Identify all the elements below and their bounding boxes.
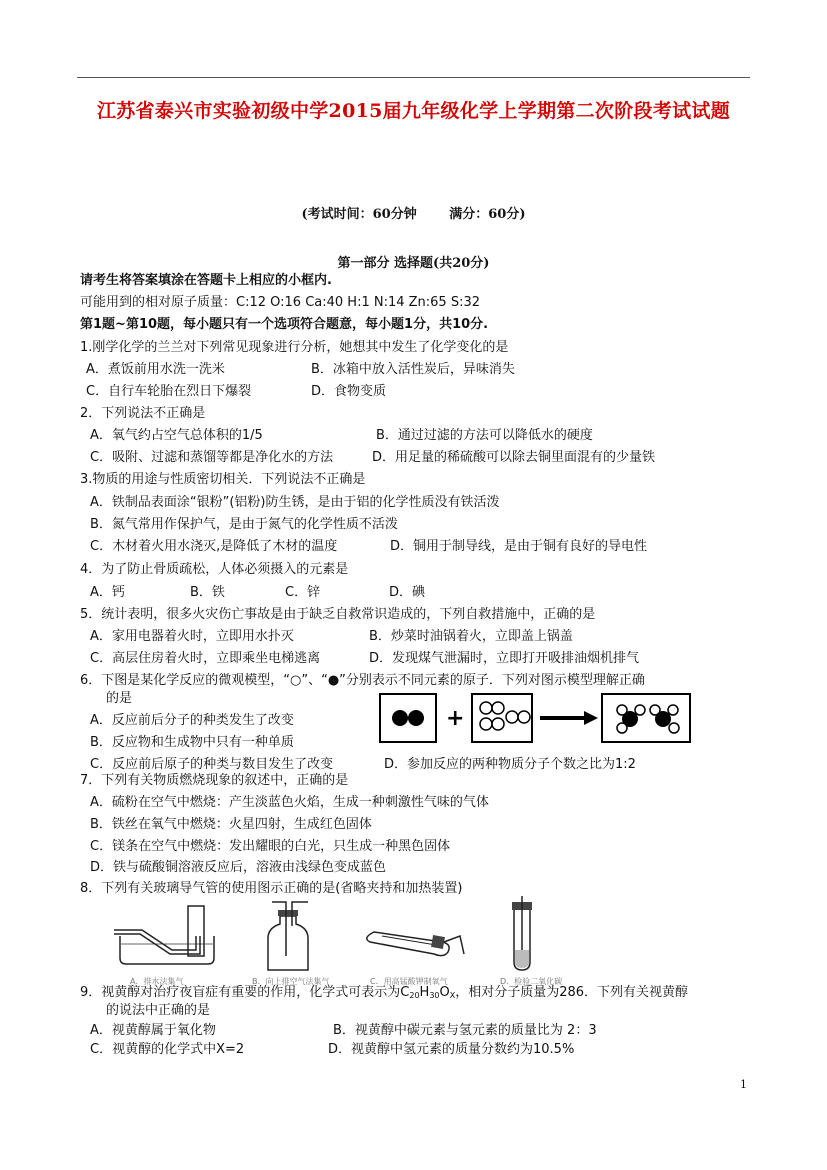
question-5-option-a: A．家用电器着火时，立即用水扑灭 bbox=[90, 629, 294, 644]
question-6-option-c: C．反应前后原子的种类与数目发生了改变 bbox=[90, 757, 334, 772]
white-atom bbox=[492, 702, 504, 714]
white-atom bbox=[480, 702, 492, 714]
question-4-stem: 4．为了防止骨质疏松，人体必须摄入的元素是 bbox=[80, 562, 349, 577]
question-3-option-a: A．铁制品表面涂“银粉”(铝粉)防生锈，是由于铝的化学性质没有铁活泼 bbox=[90, 495, 500, 510]
question-2-option-c: C．吸附、过滤和蒸馏等都是净化水的方法 bbox=[90, 450, 334, 465]
product-box bbox=[602, 694, 690, 742]
black-atom bbox=[392, 710, 408, 726]
figure-b-label: B．向上排空气法集气 bbox=[252, 977, 330, 986]
atomic-masses: 可能用到的相对原子质量：C:12 O:16 Ca:40 H:1 N:14 Zn:65 S:32 bbox=[80, 295, 480, 310]
question-9-stem-continued: 的说法中正确的是 bbox=[106, 1003, 211, 1018]
question-3-option-d: D．铜用于制导线，是由于铜有良好的导电性 bbox=[390, 539, 648, 554]
white-atom bbox=[635, 705, 645, 715]
figure-d-label: D．检验二氧化碳 bbox=[500, 977, 563, 986]
question-2-option-b: B．通过过滤的方法可以降低水的硬度 bbox=[376, 428, 593, 443]
question-6-option-a: A．反应前后分子的种类发生了改变 bbox=[90, 713, 294, 728]
exam-info bbox=[0, 203, 827, 222]
question-9-option-a: A．视黄醇属于氧化物 bbox=[90, 1023, 216, 1038]
question-1-option-b: B．冰箱中放入活性炭后，异味消失 bbox=[311, 362, 515, 377]
white-atom bbox=[492, 718, 504, 730]
question-1-option-c: C．自行车轮胎在烈日下爆裂 bbox=[86, 384, 252, 399]
question-7-option-d: D．铁与硫酸铜溶液反应后，溶液由浅绿色变成蓝色 bbox=[90, 860, 387, 875]
white-atom bbox=[669, 723, 679, 733]
question-4-option-b: B．铁 bbox=[190, 585, 225, 600]
question-4-option-a: A．钙 bbox=[90, 585, 125, 600]
figure-c-label: C．用高锰酸钾制氧气 bbox=[370, 977, 448, 986]
instruction: 请考生将答案填涂在答题卡上相应的小框内. bbox=[80, 273, 332, 288]
question-6-stem-continued: 的是 bbox=[106, 691, 133, 706]
question-9-option-d: D．视黄醇中氢元素的质量分数约为10.5% bbox=[328, 1042, 575, 1057]
question-1-option-d: D．食物变质 bbox=[311, 384, 387, 399]
question-9-stem: 9．视黄醇对治疗夜盲症有重要的作用，化学式可表示为$C_{20}H_{30}O_X$，相对分子质量为286．下列有关视黄醇 bbox=[80, 985, 689, 1000]
question-1-stem: 1.刚学化学的兰兰对下列常见现象进行分析，她想其中发生了化学变化的是 bbox=[80, 340, 509, 355]
part1-title: 第一部分 选择题(共20分) bbox=[337, 256, 490, 271]
figure-d-co2-test bbox=[500, 896, 562, 986]
question-7-option-b: B．铁丝在氧气中燃烧：火星四射，生成红色固体 bbox=[90, 817, 372, 832]
question-3-option-b: B．氮气常用作保护气，是由于氮气的化学性质不活泼 bbox=[90, 517, 398, 532]
question-2-option-d: D．用足量的稀硫酸可以除去铜里面混有的少量铁 bbox=[372, 450, 656, 465]
exam-time: (考试时间：60分钟 bbox=[301, 207, 417, 222]
question-4-option-d: D．碘 bbox=[389, 585, 426, 600]
reaction-arrow-head bbox=[584, 711, 598, 725]
black-atom bbox=[408, 710, 424, 726]
question-9-option-c: C．视黄醇的化学式中X=2 bbox=[90, 1042, 245, 1057]
question-2-option-a: A．氧气约占空气总体积的1/5 bbox=[90, 428, 263, 443]
exam-score: 满分：60分) bbox=[449, 207, 526, 222]
question-2-stem: 2．下列说法不正确是 bbox=[80, 406, 206, 421]
white-atom bbox=[617, 723, 627, 733]
exam-title: 江苏省泰兴市实验初级中学2015届九年级化学上学期第二次阶段考试试题 bbox=[96, 100, 731, 122]
white-atom bbox=[650, 705, 660, 715]
reaction-model-figure bbox=[378, 690, 694, 750]
white-atom bbox=[668, 705, 678, 715]
question-7-option-c: C．镁条在空气中燃烧：发出耀眼的白光，只生成一种黑色固体 bbox=[90, 839, 451, 854]
question-7-stem: 7．下列有关物质燃烧现象的叙述中，正确的是 bbox=[80, 773, 349, 788]
figure-c-oxygen-preparation bbox=[367, 932, 464, 986]
question-5-option-d: D．发现煤气泄漏时，立即打开吸排油烟机排气 bbox=[369, 651, 640, 666]
question-1-option-a: A．煮饭前用水洗一洗米 bbox=[86, 362, 225, 377]
question-5-stem: 5．统计表明，很多火灾伤亡事故是由于缺乏自救常识造成的，下列自救措施中，正确的是 bbox=[80, 607, 596, 622]
white-atom bbox=[518, 711, 530, 723]
white-atom bbox=[480, 718, 492, 730]
question-6-option-d: D．参加反应的两种物质分子个数之比为1:2 bbox=[384, 757, 636, 772]
question-3-option-c: C．木材着火用水浇灭,是降低了木材的温度 bbox=[90, 539, 338, 554]
figure-a-water-collection bbox=[114, 906, 214, 986]
question-5-option-c: C．高层住房着火时，立即乘坐电梯逃离 bbox=[90, 651, 321, 666]
figure-b-air-collection bbox=[252, 902, 330, 986]
question-7-option-a: A．硫粉在空气中燃烧：产生淡蓝色火焰，生成一种刺激性气味的气体 bbox=[90, 795, 489, 810]
header-rule bbox=[77, 77, 750, 78]
question-8-stem: 8．下列有关玻璃导气管的使用图示正确的是(省略夹持和加热装置) bbox=[80, 881, 463, 896]
question-9-option-b: B．视黄醇中碳元素与氢元素的质量比为 2：3 bbox=[333, 1023, 597, 1038]
question-4-option-c: C．锌 bbox=[285, 585, 321, 600]
white-atom bbox=[617, 705, 627, 715]
plus-sign: + bbox=[446, 706, 465, 731]
white-atom bbox=[506, 711, 518, 723]
question-3-stem: 3.物质的用途与性质密切相关．下列说法不正确是 bbox=[80, 472, 366, 487]
figure-a-label: A．排水法集气 bbox=[130, 977, 184, 986]
question-6-stem: 6．下图是某化学反应的微观模型，“○”、“●”分别表示不同元素的原子．下列对图示模型理解正确 bbox=[80, 673, 645, 688]
question-5-option-b: B．炒菜时油锅着火，立即盖上锅盖 bbox=[369, 629, 573, 644]
section-note: 第1题~第10题，每小题只有一个选项符合题意，每小题1分，共10分. bbox=[80, 317, 489, 332]
question-6-option-b: B．反应物和生成物中只有一种单质 bbox=[90, 735, 294, 750]
page-number: 1 bbox=[740, 1078, 747, 1091]
glass-tube-figures bbox=[112, 896, 563, 990]
